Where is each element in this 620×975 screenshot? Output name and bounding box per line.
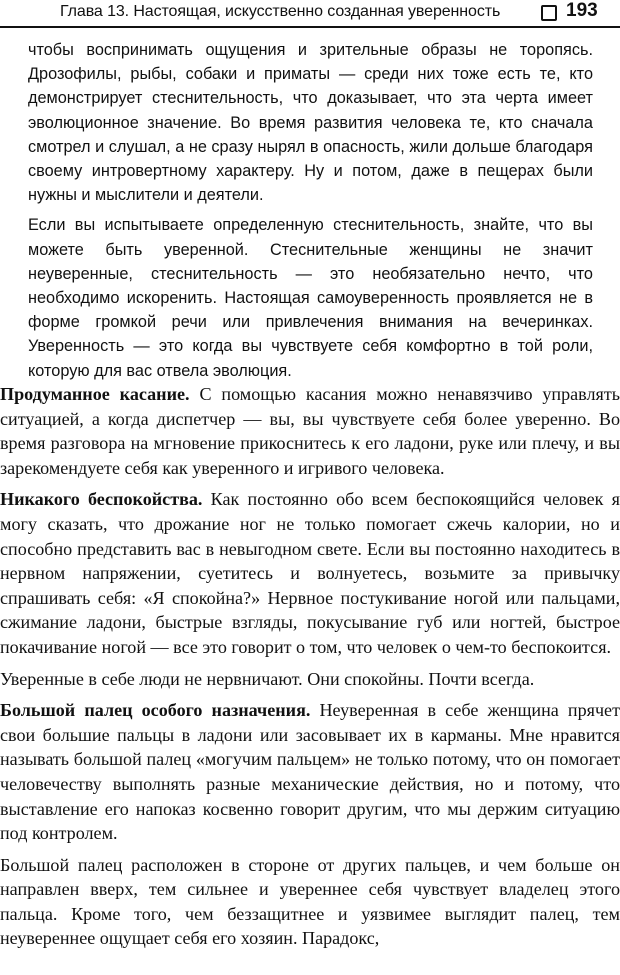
section-body: Большой палец расположен в стороне от других пальцев, и чем больше он направлен вверх, тем сильнее и увереннее себя чувствует владелец этого пальца. Кроме того, чем беззащитнее и уязвимее выглядит палец, тем неувереннее ощущает себя его хозяин. Парадокс, <box>0 854 620 949</box>
section-heading: Большой палец особого назначения. <box>0 700 311 721</box>
square-bullet-icon <box>541 5 557 21</box>
section-body: Как постоянно обо всем беспокоящийся человек я могу сказать, что дрожание ног не только помогает сжечь калории, но и способно представить вас в невыгодном свете. Если вы постоянно находитесь в нервном напряжении, суетитесь и волнуетесь, возьмите за привычку спрашивать себя: «Я спокойна?» Нервное постукивание ногой или пальцами, сжимание ладони, быстрые взгляды, покусывание губ или ногтей, быстрое покачивание ногой — все это говорит о том, что человек о чем-то беспокоится. <box>0 489 620 657</box>
sidebar-paragraph: Если вы испытываете определенную стеснительность, знайте, что вы можете быть уверенной. Стеснительные женщины не значит неуверенные, стеснительность — это необязательно нечто, что необходимо искоренить. Настоящая самоуверенность проявляется не в форме громкой речи или привлечения внимания на вечеринках. Уверенность — это когда вы чувствуете себя комфортно в той роли, которую для вас отвела эволюция. <box>28 216 593 380</box>
section-heading: Продуманное касание. <box>0 384 190 404</box>
sidebar-box <box>28 38 593 383</box>
section-thumb <box>0 698 620 846</box>
section-body: С помощью касания можно ненавязчиво управлять ситуацией, а когда диспетчер — вы, вы чувствуете себя более уверенно. Во время разговора на мгновение прикоснитесь к его ладони, руке или плечу, и вы зарекомендуете себя как уверенного и игривого человека. <box>0 384 620 478</box>
section-heading: Никакого беспокойства. <box>0 489 203 510</box>
chapter-title: Глава 13. Настоящая, искусственно созданная уверенность <box>60 3 501 20</box>
section-touch <box>0 382 620 480</box>
main-text <box>0 382 620 958</box>
page-header <box>0 0 620 30</box>
section-calm <box>0 667 620 692</box>
section-body: Неуверенная в себе женщина прячет свои большие пальцы в ладони или засовывает их в карманы. Мне нравится называть большой палец «могучим пальцем» не только потому, что он помогает человечеству выполнять разные механические действия, но и потому, что выставление его напоказ косвенно говорит другим, что мы держим ситуацию под контролем. <box>0 700 620 844</box>
header-rule <box>0 26 620 28</box>
page-number: 193 <box>566 0 598 21</box>
section-body: Уверенные в себе люди не нервничают. Они спокойны. Почти всегда. <box>0 668 535 689</box>
sidebar-paragraph: чтобы воспринимать ощущения и зрительные образы не торопясь. Дрозофилы, рыбы, собаки и приматы — среди них тоже есть те, кто демонстрирует стеснительность, что доказывает, что эта черта имеет эволюционное значение. Во время развития человека те, кто сначала смотрел и слушал, а не сразу нырял в опасность, жили дольше благодаря своему интровертному характеру. Ну и потом, даже в пещерах были нужны и мыслители и деятели. <box>28 41 593 205</box>
section-no-worry <box>0 487 620 659</box>
section-thumb-continued <box>0 853 620 951</box>
